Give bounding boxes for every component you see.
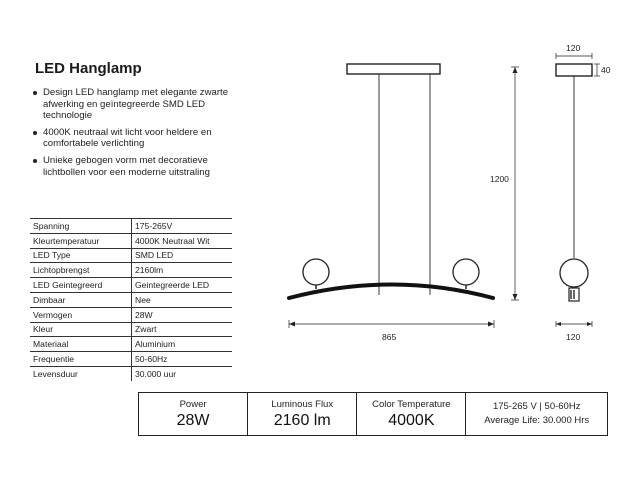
spec-value: 30.000 uur xyxy=(135,368,177,379)
light-globe-side xyxy=(560,259,588,287)
temperature-value: 4000K xyxy=(388,411,435,429)
spec-value: Zwart xyxy=(132,322,233,337)
spec-key: Vermogen xyxy=(30,307,132,322)
spec-value: SMD LED xyxy=(132,248,233,263)
spec-value: 28W xyxy=(132,307,233,322)
ceiling-canopy-side xyxy=(556,64,592,76)
spec-value: 50-60Hz xyxy=(132,352,233,367)
spec-value: Aluminium xyxy=(132,337,233,352)
side-top-height-label: 40 xyxy=(601,65,611,75)
voltage-text: 175-265 V | 50-60Hz xyxy=(492,401,581,412)
width-label: 865 xyxy=(382,332,397,342)
average-life-text: Average Life: 30.000 Hrs xyxy=(484,415,590,426)
light-globe-right xyxy=(453,259,479,285)
spec-key: Materiaal xyxy=(30,337,132,352)
side-bottom-width-label: 120 xyxy=(566,332,581,342)
voltage-life-cell xyxy=(466,393,607,435)
spec-key: Spanning xyxy=(30,219,132,234)
power-label: Power xyxy=(179,398,207,410)
feature-item: Unieke gebogen vorm met decoratieve lichtbollen voor een moderne uitstraling xyxy=(33,155,243,178)
spec-key: Dimbaar xyxy=(30,292,132,307)
front-view xyxy=(289,64,519,342)
power-value: 28W xyxy=(176,411,210,429)
curved-lamp-body xyxy=(289,285,493,299)
spec-key: Frequentie xyxy=(30,352,132,367)
spec-key: Kleur xyxy=(30,322,132,337)
light-globe-left xyxy=(303,259,329,285)
product-title: LED Hanglamp xyxy=(35,60,142,77)
height-label: 1200 xyxy=(490,174,509,184)
power-cell xyxy=(139,393,248,435)
spec-key: Levensduur xyxy=(30,366,132,380)
spec-key: LED Type xyxy=(30,248,132,263)
temperature-label: Color Temperature xyxy=(372,398,451,410)
spec-key: Lichtopbrengst xyxy=(30,263,132,278)
spec-value: Nee xyxy=(132,292,233,307)
spec-value: 2160lm xyxy=(132,263,233,278)
feature-item: 4000K neutraal wit licht voor heldere en comfortabele verlichting xyxy=(33,127,243,150)
flux-cell xyxy=(248,393,357,435)
spec-key: LED Geintegreerd xyxy=(30,278,132,293)
temperature-cell xyxy=(357,393,466,435)
side-top-width-label: 120 xyxy=(566,43,581,53)
ceiling-canopy-front xyxy=(347,64,440,74)
feature-item: Design LED hanglamp met elegante zwarte afwerking en geïntegreerde SMD LED technologie xyxy=(33,87,243,122)
flux-value: 2160 lm xyxy=(273,411,331,429)
spec-key: Kleurtemperatuur xyxy=(30,233,132,248)
spec-value: Geintegreerde LED xyxy=(132,278,233,293)
summary-bar xyxy=(138,392,608,436)
spec-value: 175-265V xyxy=(132,219,233,234)
spec-value: 4000K Neutraal Wit xyxy=(132,233,233,248)
side-view xyxy=(556,43,611,342)
flux-label: Luminous Flux xyxy=(271,398,334,410)
